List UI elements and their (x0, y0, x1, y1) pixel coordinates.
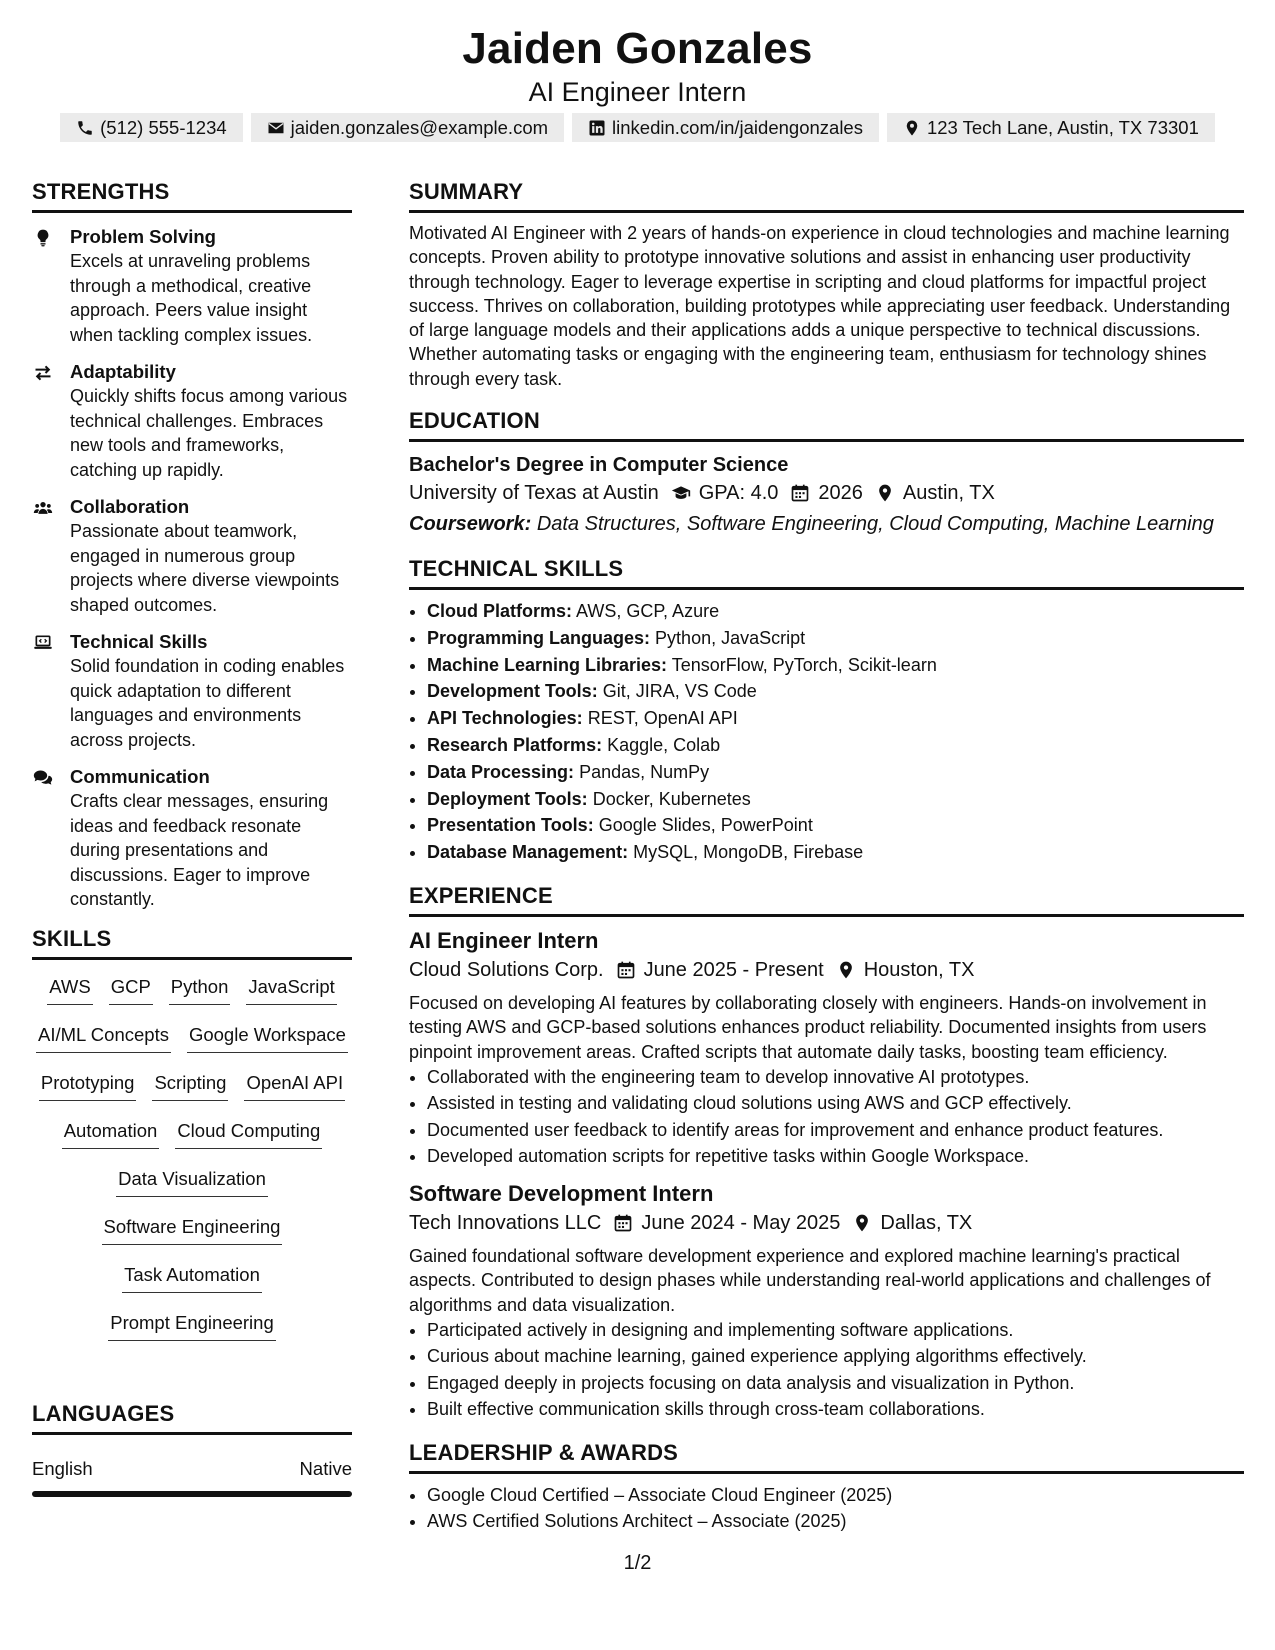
education-meta (409, 478, 1244, 508)
skill-category: API Technologies: (427, 708, 583, 729)
list-item: • Engaged deeply in projects focusing on data analysis and visualization in Python. (427, 1370, 1244, 1397)
strength-item (32, 630, 352, 752)
strength-item (32, 765, 352, 912)
skill-category: Data Processing: (427, 761, 575, 782)
list-item (427, 732, 1244, 759)
company-name: Cloud Solutions Corp. (409, 959, 604, 982)
contact-bar (0, 113, 1275, 142)
calendar-icon (613, 1213, 633, 1233)
map-pin-icon (903, 119, 921, 137)
company-name: Tech Innovations LLC (409, 1211, 602, 1234)
education-section (409, 407, 1244, 539)
skill-tag: JavaScript (246, 974, 336, 1005)
resume-header (0, 22, 1275, 108)
job-bullets (409, 1317, 1244, 1423)
skill-tag: Google Workspace (187, 1022, 348, 1053)
list-item (427, 839, 1244, 866)
job-dates: June 2025 - Present (643, 959, 824, 982)
job-bullets (409, 1064, 1244, 1170)
list-item (427, 705, 1244, 732)
job-title: Software Development Intern (409, 1180, 714, 1206)
candidate-name: Jaiden Gonzales (462, 24, 813, 73)
skill-values: MySQL, MongoDB, Firebase (633, 842, 864, 863)
job-entry (409, 927, 1244, 1170)
strengths-section (32, 178, 352, 912)
summary-heading: SUMMARY (409, 178, 1244, 213)
skill-tag: Prototyping (39, 1070, 137, 1101)
skill-values: Docker, Kubernetes (592, 788, 751, 809)
experience-heading: EXPERIENCE (409, 882, 1244, 917)
laptop-code-icon (32, 633, 54, 653)
skill-tag: Automation (62, 1118, 160, 1149)
list-item (427, 625, 1244, 652)
skill-values: Kaggle, Colab (607, 735, 721, 756)
skill-category: Database Management: (427, 842, 629, 863)
list-item: • Assisted in testing and validating cloud solutions using AWS and GCP effectively. (427, 1090, 1244, 1117)
list-item: • Google Cloud Certified – Associate Cloud Engineer (2025) (427, 1482, 1244, 1509)
page-number: 1/2 (623, 1552, 652, 1574)
strength-item (32, 225, 352, 347)
strength-desc: Passionate about teamwork, engaged in numerous group projects where diverse viewpoints shaped outcomes. (70, 521, 340, 615)
left-column (32, 178, 352, 1497)
leadership-heading: LEADERSHIP & AWARDS (409, 1439, 1244, 1474)
skill-tag: Data Visualization (116, 1166, 268, 1197)
coursework (409, 509, 1244, 539)
strength-item (32, 360, 352, 482)
skill-values: AWS, GCP, Azure (576, 601, 720, 622)
job-dates: June 2024 - May 2025 (641, 1211, 841, 1234)
list-item: • Curious about machine learning, gained experience applying algorithms effectively. (427, 1343, 1244, 1370)
phone-text: (512) 555-1234 (100, 116, 227, 138)
address-text: 123 Tech Lane, Austin, TX 73301 (926, 116, 1199, 138)
list-item: • AWS Certified Solutions Architect – Associate (2025) (427, 1508, 1244, 1535)
technical-skills-section (409, 555, 1244, 866)
job-location: Dallas, TX (880, 1211, 973, 1234)
skill-category: Deployment Tools: (427, 788, 588, 809)
coursework-label: Coursework: (409, 513, 532, 536)
right-column (409, 178, 1244, 1535)
skill-category: Research Platforms: (427, 735, 603, 756)
language-level: Native (299, 1457, 352, 1479)
skills-section (32, 925, 352, 1358)
summary-text: Motivated AI Engineer with 2 years of hands-on experience in cloud technologies and machine learning concepts. Proven ability to prototype innovative solutions and assist in enhancing user productivity through technology. Eager to leverage expertise in scripting and cloud platforms for impactful project success. Thrives on collaboration, building prototypes while appreciating user feedback. Understanding of large language models and their applications adds a unique perspective to technical discussions. Whether automating tasks or engaging with the engineering team, enthusiasm for technology shines through every task. (409, 223, 1231, 389)
skill-values: Google Slides, PowerPoint (598, 815, 813, 836)
skills-tags (32, 974, 352, 1358)
leadership-list (409, 1482, 1244, 1535)
strength-title: Adaptability (70, 361, 176, 382)
skill-values: Pandas, NumPy (579, 761, 710, 782)
strength-desc: Solid foundation in coding enables quick adaptation to different languages and environments across projects. (70, 656, 345, 750)
calendar-icon (616, 960, 636, 980)
skill-tag: AI/ML Concepts (36, 1022, 171, 1053)
strength-title: Problem Solving (70, 226, 216, 247)
contact-email[interactable] (251, 113, 564, 142)
list-item (427, 812, 1244, 839)
education-heading: EDUCATION (409, 407, 1244, 442)
job-location: Houston, TX (863, 959, 975, 982)
skill-values: Git, JIRA, VS Code (602, 681, 757, 702)
skill-category: Machine Learning Libraries: (427, 654, 668, 675)
language-name: English (32, 1457, 93, 1479)
job-description: Focused on developing AI features by collaborating closely with engineers. Hands-on involvement in testing AWS and GCP-based solutions enhances product reliability. Documented insights from users pinpoint improvement areas. Crafted scripts that automate daily tasks, boosting team efficiency. (409, 993, 1207, 1062)
skill-category: Presentation Tools: (427, 815, 594, 836)
strength-title: Technical Skills (70, 631, 208, 652)
summary-section (409, 178, 1244, 391)
email-text: jaiden.gonzales@example.com (290, 116, 549, 138)
experience-section (409, 882, 1244, 1423)
skill-tag: Prompt Engineering (108, 1310, 276, 1341)
list-item (427, 786, 1244, 813)
candidate-role: AI Engineer Intern (528, 77, 747, 107)
technical-skills-list (409, 598, 1244, 866)
map-pin-icon (852, 1213, 872, 1233)
phone-icon (76, 119, 94, 137)
job-meta (409, 955, 1244, 985)
skills-heading: SKILLS (32, 925, 352, 960)
contact-linkedin[interactable] (572, 113, 879, 142)
strength-title: Communication (70, 766, 210, 787)
school-name: University of Texas at Austin (409, 482, 659, 505)
calendar-icon (790, 483, 810, 503)
job-title: AI Engineer Intern (409, 928, 599, 954)
envelope-icon (267, 119, 285, 137)
list-item: • Collaborated with the engineering team to develop innovative AI prototypes. (427, 1064, 1244, 1091)
degree-title: Bachelor's Degree in Computer Science (409, 454, 789, 477)
linkedin-icon (588, 119, 606, 137)
strength-title: Collaboration (70, 496, 190, 517)
skill-values: TensorFlow, PyTorch, Scikit-learn (671, 654, 937, 675)
lightbulb-icon (32, 228, 54, 248)
job-entry (409, 1180, 1244, 1423)
contact-phone[interactable] (60, 113, 243, 142)
list-item (427, 652, 1244, 679)
strength-item (32, 495, 352, 617)
comments-icon (32, 768, 54, 788)
skill-tag: Software Engineering (102, 1214, 283, 1245)
skill-values: REST, OpenAI API (587, 708, 738, 729)
languages-heading: LANGUAGES (32, 1400, 352, 1435)
skill-tag: OpenAI API (244, 1070, 345, 1101)
map-pin-icon (836, 960, 856, 980)
leadership-section (409, 1439, 1244, 1535)
skill-tag: Task Automation (122, 1262, 262, 1293)
list-item (427, 678, 1244, 705)
list-item (427, 759, 1244, 786)
skill-tag: Scripting (152, 1070, 228, 1101)
skill-tag: GCP (109, 974, 153, 1005)
skill-category: Development Tools: (427, 681, 598, 702)
map-pin-icon (875, 483, 895, 503)
language-proficiency-bar (32, 1491, 352, 1497)
skill-category: Programming Languages: (427, 627, 651, 648)
skill-tag: Cloud Computing (175, 1118, 322, 1149)
technical-skills-heading: TECHNICAL SKILLS (409, 555, 1244, 590)
list-item: • Participated actively in designing and implementing software applications. (427, 1317, 1244, 1344)
skill-values: Python, JavaScript (655, 627, 806, 648)
languages-section (32, 1400, 352, 1497)
school-location: Austin, TX (902, 482, 995, 505)
list-item: • Built effective communication skills through cross-team collaborations. (427, 1396, 1244, 1423)
language-item (32, 1457, 352, 1481)
gpa-text: GPA: 4.0 (698, 482, 779, 505)
job-description: Gained foundational software development experience and explored machine learning's practical aspects. Contributed to design phases while understanding real-world applications and challenges of algorithms and data visualization. (409, 1245, 1211, 1315)
strengths-heading: STRENGTHS (32, 178, 352, 213)
graduation-cap-icon (671, 483, 691, 503)
skill-tag: AWS (47, 974, 92, 1005)
strength-desc: Excels at unraveling problems through a methodical, creative approach. Peers value insight when tackling complex issues. (70, 251, 313, 345)
strength-desc: Quickly shifts focus among various technical challenges. Embraces new tools and frameworks, catching up rapidly. (70, 386, 348, 480)
graduation-year: 2026 (818, 482, 863, 505)
linkedin-text: linkedin.com/in/jaidengonzales (612, 116, 863, 138)
skill-tag: Python (169, 974, 231, 1005)
list-item: • Developed automation scripts for repetitive tasks within Google Workspace. (427, 1143, 1244, 1170)
arrows-exchange-icon (32, 363, 54, 383)
contact-address (887, 113, 1215, 142)
strength-desc: Crafts clear messages, ensuring ideas and feedback resonate during presentations and discussions. Eager to improve constantly. (70, 791, 329, 909)
list-item (427, 598, 1244, 625)
list-item: • Documented user feedback to identify areas for improvement and enhance product features. (427, 1117, 1244, 1144)
users-icon (32, 498, 54, 518)
strengths-list (32, 225, 352, 912)
coursework-list: Data Structures, Software Engineering, Cloud Computing, Machine Learning (536, 513, 1214, 536)
job-meta (409, 1208, 1244, 1238)
skill-category: Cloud Platforms: (427, 601, 573, 622)
